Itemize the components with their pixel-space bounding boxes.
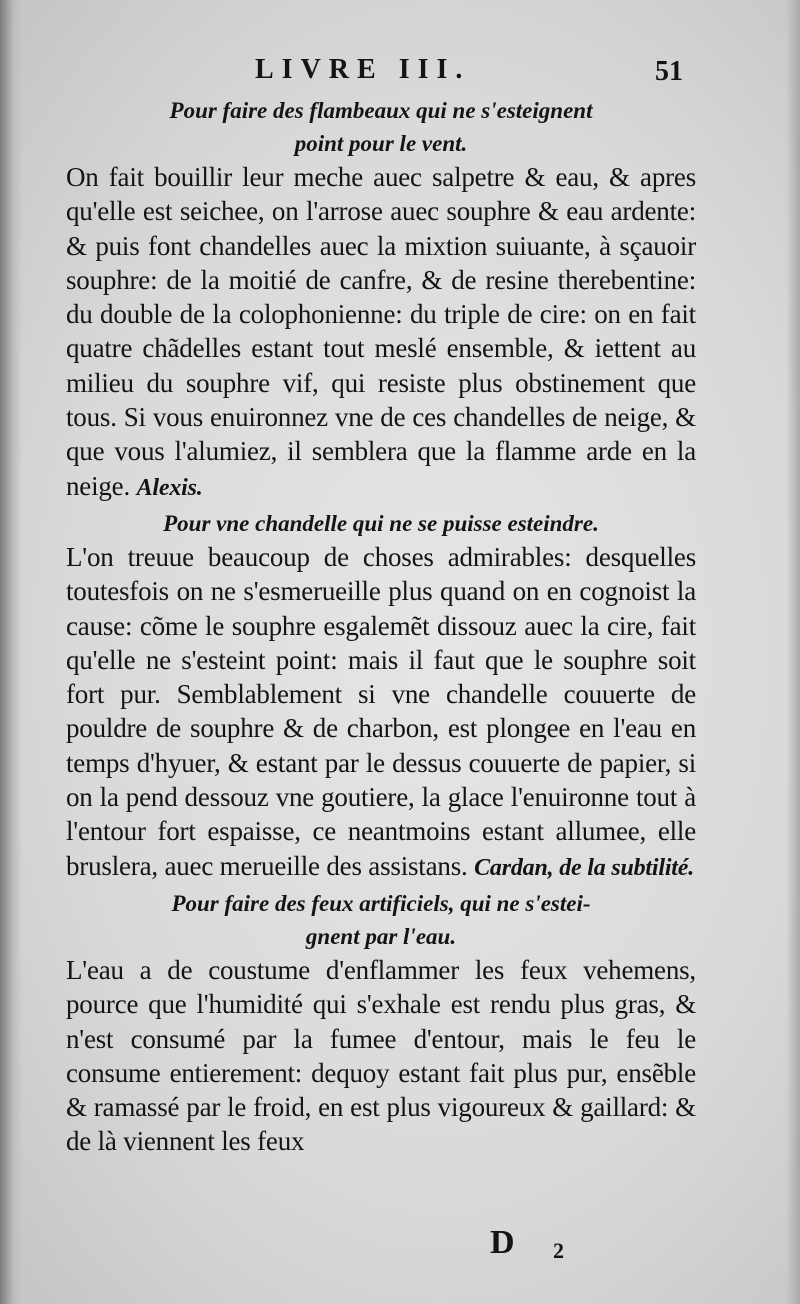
section-paragraph xyxy=(66,540,696,885)
paragraph-text: L'on treuue beaucoup de choses admirables: desquelles toutesfois on ne s'esmerueille plus quand on en cognoist la cause: cõme le souphre esgalemẽt dissouz auec la cire, fait qu'elle ne s'esteint point: mais il faut que le souphre soit fort pur. Semblablement si vne chandelle couuerte de pouldre de souphre & de charbon, est plongee en l'eau en temps d'hyuer, & estant par le dessus couuerte de papier, si on la pend dessouz vne goutiere, la glace l'enuironne tout à l'entour fort espaisse, ce neantmoins estant allumee, elle bruslera, auec merueille des assistans. xyxy=(66,541,696,881)
signature-number: 2 xyxy=(553,1238,564,1263)
page-gutter-shadow xyxy=(0,0,22,1304)
section-chandelle xyxy=(66,507,696,885)
source-citation: Cardan, de la subtilité. xyxy=(474,854,695,881)
section-heading xyxy=(66,887,696,953)
running-head: LIVRE III. xyxy=(255,54,471,85)
paragraph-text: L'eau a de coustume d'enflammer les feux vehemens, pource que l'humidité qui s'exhale est rendu plus gras, & n'est consumé par la fumee d'entour, mais le feu le consume entierement: dequoy estant fait plus pur, ensẽble & ramassé par le froid, en est plus vigoureux & gaillard: & de là viennent les feux xyxy=(66,954,696,1157)
section-paragraph xyxy=(66,160,696,505)
paragraph-text: On fait bouillir leur meche auec salpetre & eau, & apres qu'elle est seichee, on l'arrose auec souphre & eau ardente: & puis font chandelles auec la mixtion suiuante, à sçauoir souphre: de la moitié de canfre, & de resine therebentine: du double de la colophonienne: du triple de cire: on en fait quatre chãdelles estant tout meslé ensemble, & iettent au milieu du souphre vif, qui resiste plus obstinement que tous. Si vous enuironnez vne de ces chandelles de neige, & que vous l'alumiez, il semblera que la flamme arde en la neige. xyxy=(66,162,696,501)
heading-line: point pour le vent. xyxy=(294,131,468,156)
page-header xyxy=(0,54,800,94)
heading-line: Pour vne chandelle qui ne se puisse esteindre. xyxy=(163,510,599,536)
signature-mark: D xyxy=(490,1224,533,1261)
section-heading xyxy=(66,94,696,160)
section-paragraph xyxy=(66,953,696,1159)
heading-line: Pour faire des flambeaux qui ne s'esteignent xyxy=(169,98,593,123)
heading-line: Pour faire des feux artificiels, qui ne s'estei- xyxy=(171,890,591,916)
heading-line: gnent par l'eau. xyxy=(305,923,457,949)
section-feux-artificiels xyxy=(66,887,696,1159)
source-citation: Alexis. xyxy=(136,474,203,501)
page-edge-shadow xyxy=(786,0,800,1304)
section-heading xyxy=(66,507,696,540)
page-number: 51 xyxy=(655,56,683,87)
page-body xyxy=(66,94,696,1159)
section-flambeaux xyxy=(66,94,696,505)
